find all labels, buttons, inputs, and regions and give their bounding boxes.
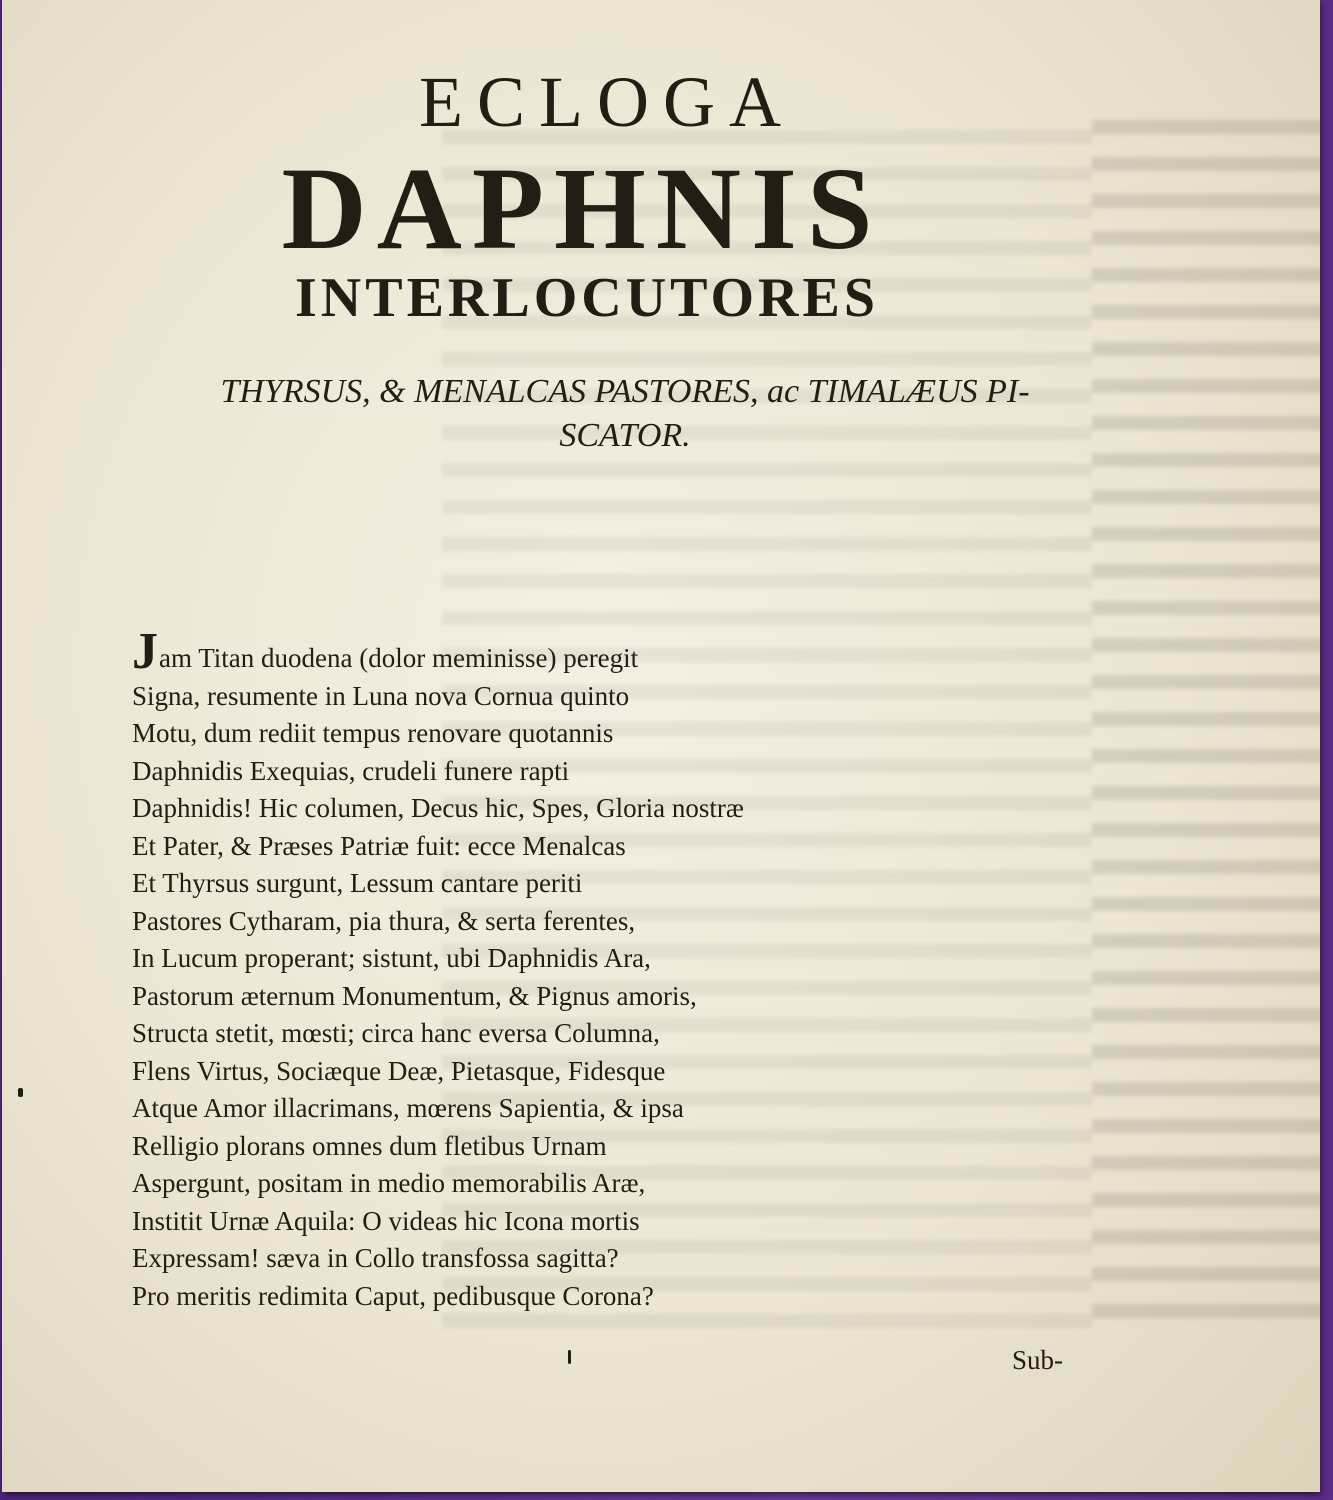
- heading-daphnis: DAPHNIS: [281, 143, 883, 274]
- ink-speck: [568, 1350, 571, 1364]
- verse-line: Pro meritis redimita Caput, pedibusque Corona?: [132, 1280, 654, 1311]
- drop-capital: J: [132, 623, 158, 680]
- verse-line: [132, 623, 1032, 680]
- verse-line: Signa, resumente in Luna nova Cornua quinto: [132, 680, 630, 711]
- verse-line-text: am Titan duodena (dolor meminisse) peregit: [159, 643, 639, 673]
- verse-line: Daphnidis Exequias, crudeli funere rapti: [132, 755, 570, 786]
- verse-line: Daphnidis! Hic columen, Decus hic, Spes, Gloria nostræ: [132, 793, 744, 823]
- speakers-line-2: SCATOR.: [559, 417, 691, 454]
- verse-line: Structa stetit, mœsti; circa hanc eversa Columna,: [132, 1018, 660, 1048]
- document-page: [2, 0, 1320, 1492]
- verse-line: Et Thyrsus surgunt, Lessum cantare periti: [132, 868, 583, 898]
- verse-line: Expressam! sæva in Collo transfossa sagitta?: [132, 1243, 619, 1273]
- verse-line: Atque Amor illacrimans, mœrens Sapientia, & ipsa: [132, 1093, 684, 1123]
- speakers-line-1: THYRSUS, & MENALCAS PASTORES, ac TIMALÆUS PI-: [220, 373, 1030, 410]
- ink-speck: [18, 1088, 23, 1097]
- verse-line: Motu, dum rediit tempus renovare quotannis: [132, 718, 614, 748]
- verse-block: [132, 623, 1032, 1315]
- heading-ecloga: ECLOGA: [419, 62, 795, 142]
- speakers-list: [130, 370, 1120, 458]
- verse-line: Flens Virtus, Sociæque Deæ, Pietasque, Fidesque: [132, 1055, 666, 1086]
- verse-line: Pastorum æternum Monumentum, & Pignus amoris,: [132, 980, 697, 1011]
- verse-line: Aspergunt, positam in medio memorabilis Aræ,: [132, 1168, 646, 1198]
- heading-interlocutores: INTERLOCUTORES: [294, 267, 879, 329]
- verse-line: Relligio plorans omnes dum fletibus Urnam: [132, 1130, 607, 1161]
- verse-line: Et Pater, & Præses Patriæ fuit: ecce Menalcas: [132, 830, 626, 861]
- verse-line: Pastores Cytharam, pia thura, & serta ferentes,: [132, 905, 636, 936]
- catchword: Sub-: [1012, 1345, 1064, 1375]
- verse-line: Institit Urnæ Aquila: O videas hic Icona mortis: [132, 1205, 640, 1236]
- verse-line: In Lucum properant; sistunt, ubi Daphnidis Ara,: [132, 943, 651, 973]
